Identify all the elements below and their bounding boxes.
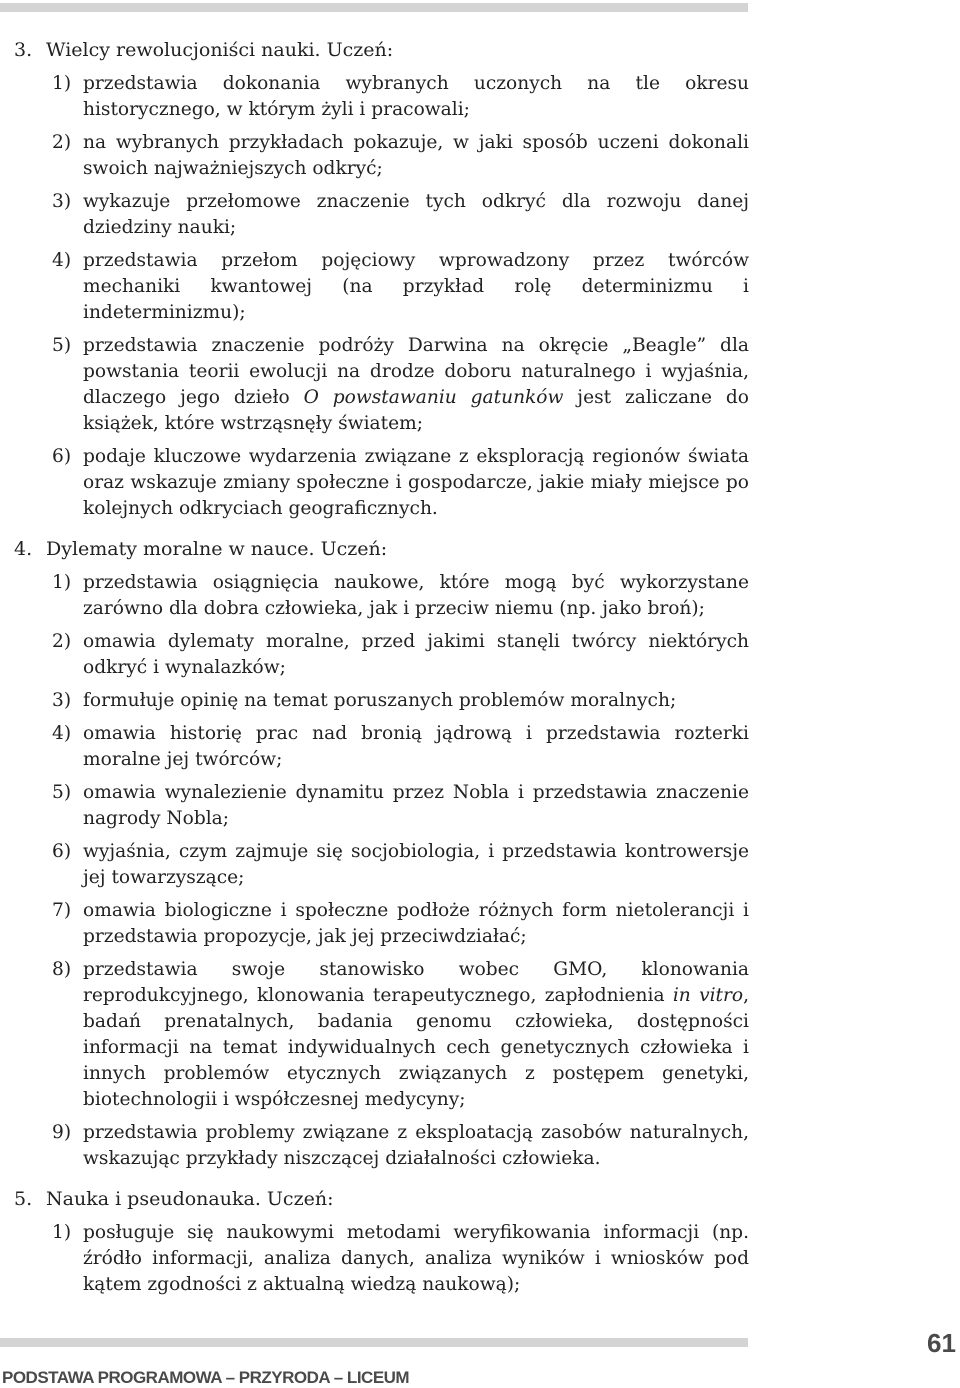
item-text-italic: O powstawaniu gatunków (303, 387, 564, 408)
list-item (0, 71, 749, 123)
list-item (0, 444, 749, 522)
item-list (0, 1220, 960, 1298)
list-item (0, 629, 749, 681)
list-item (0, 688, 749, 714)
section-heading (0, 37, 960, 64)
section-number: 4. (14, 538, 33, 560)
section-heading (0, 536, 960, 563)
section-subject: Uczeń: (266, 1188, 334, 1210)
item-number: 6) (52, 446, 72, 467)
item-number: 5) (52, 782, 72, 803)
list-item (0, 570, 749, 622)
item-number: 7) (52, 900, 72, 921)
item-number: 4) (52, 250, 72, 271)
section (0, 37, 960, 522)
item-number: 1) (52, 1222, 72, 1243)
list-item (0, 248, 749, 326)
item-text: omawia historię prac nad bronią jądrową i przedstawia rozterki moralne jej twórców; (83, 723, 749, 770)
item-number: 2) (52, 631, 72, 652)
page-number: 61 (927, 1328, 956, 1358)
section-title: Nauka i pseudonauka. (46, 1188, 261, 1210)
list-item (0, 1120, 749, 1172)
item-text: przedstawia problemy związane z eksploatacją zasobów naturalnych, wskazując przykłady niszczącej działalności człowieka. (83, 1122, 749, 1169)
item-text: podaje kluczowe wydarzenia związane z eksploracją regionów świata oraz wskazuje zmiany społeczne i gospodarcze, jakie miały miejsce po kolejnych odkryciach geograficznych. (83, 446, 749, 519)
section-title: Wielcy rewolucjoniści nauki. (46, 39, 321, 61)
section-subject: Uczeń: (326, 39, 394, 61)
list-item (0, 780, 749, 832)
list-item (0, 898, 749, 950)
section-number: 3. (14, 39, 33, 61)
section-number: 5. (14, 1188, 33, 1210)
item-text: omawia wynalezienie dynamitu przez Nobla i przedstawia znaczenie nagrody Nobla; (83, 782, 749, 829)
item-text: przedstawia znaczenie podróży Darwina na okręcie „Beagle” dla powstania teorii ewolucji na drodze doboru naturalnego i wyjaśnia, dlaczego jego dzieło (83, 335, 749, 408)
item-text: przedstawia osiągnięcia naukowe, które mogą być wykorzystane zarówno dla dobra człowieka, jak i przeciw niemu (np. jako broń); (83, 572, 749, 619)
document-body (0, 37, 960, 1312)
item-text: przedstawia swoje stanowisko wobec GMO, klonowania reprodukcyjnego, klonowania terapeutycznego, zapłodnienia (83, 959, 749, 1006)
item-number: 5) (52, 335, 72, 356)
item-number: 3) (52, 191, 72, 212)
item-number: 1) (52, 572, 72, 593)
item-number: 2) (52, 132, 72, 153)
section (0, 1186, 960, 1298)
item-number: 1) (52, 73, 72, 94)
item-text: posługuje się naukowymi metodami weryfikowania informacji (np. źródło informacji, analiza danych, analiza wyników i wniosków pod kątem zgodności z aktualną wiedzą naukową); (83, 1222, 749, 1295)
item-text: omawia dylematy moralne, przed jakimi stanęli twórcy niektórych odkryć i wynalazków; (83, 631, 749, 678)
item-text: na wybranych przykładach pokazuje, w jaki sposób uczeni dokonali swoich najważniejszych odkryć; (83, 132, 749, 179)
item-number: 6) (52, 841, 72, 862)
item-text: omawia biologiczne i społeczne podłoże różnych form nietolerancji i przedstawia propozycje, jak jej przeciwdziałać; (83, 900, 749, 947)
header-rule (0, 3, 748, 12)
item-text: , badań prenatalnych, badania genomu człowieka, dostępności informacji na temat indywidualnych cech genetycznych człowieka i innych problemów etycznych związanych z postępem genetyki, biotechnologii i współczesnej medycyny; (83, 985, 749, 1110)
item-text: przedstawia przełom pojęciowy wprowadzony przez twórców mechaniki kwantowej (na przykład rolę determinizmu i indeterminizmu); (83, 250, 749, 323)
footer-rule (0, 1338, 748, 1347)
item-number: 8) (52, 959, 72, 980)
list-item (0, 721, 749, 773)
item-number: 3) (52, 690, 72, 711)
section-subject: Uczeń: (320, 538, 388, 560)
item-text-italic: in vitro (672, 985, 744, 1006)
item-list (0, 570, 960, 1172)
section (0, 536, 960, 1172)
footer-title: PODSTAWA PROGRAMOWA – PRZYRODA – LICEUM (2, 1368, 410, 1387)
item-text: wyjaśnia, czym zajmuje się socjobiologia, i przedstawia kontrowersje jej towarzyszące; (83, 841, 749, 888)
item-number: 9) (52, 1122, 72, 1143)
list-item (0, 957, 749, 1113)
item-number: 4) (52, 723, 72, 744)
item-text: wykazuje przełomowe znaczenie tych odkryć dla rozwoju danej dziedziny nauki; (83, 191, 749, 238)
item-text: przedstawia dokonania wybranych uczonych na tle okresu historycznego, w którym żyli i pracowali; (83, 73, 749, 120)
list-item (0, 1220, 749, 1298)
list-item (0, 189, 749, 241)
section-heading (0, 1186, 960, 1213)
item-list (0, 71, 960, 522)
list-item (0, 839, 749, 891)
item-text: formułuje opinię na temat poruszanych problemów moralnych; (83, 690, 677, 711)
item-text: jest zaliczane do książek, które wstrząsnęły światem; (83, 387, 749, 434)
list-item (0, 333, 749, 437)
list-item (0, 130, 749, 182)
section-title: Dylematy moralne w nauce. (46, 538, 315, 560)
